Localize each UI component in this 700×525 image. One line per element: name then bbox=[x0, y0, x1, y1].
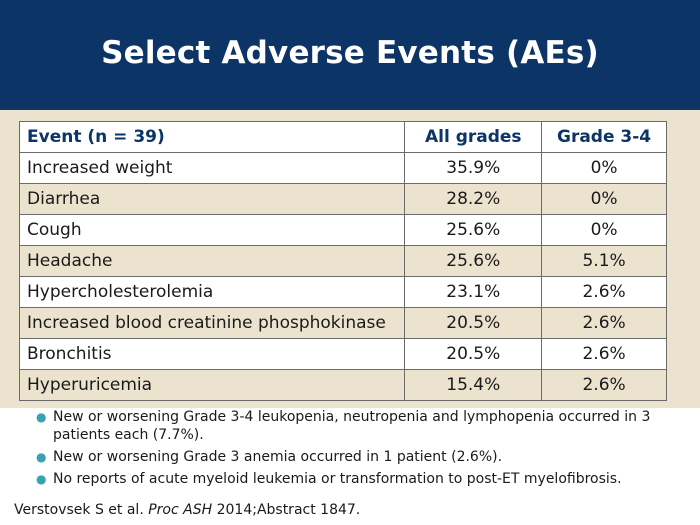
grade-3-4-cell: 0% bbox=[542, 215, 667, 246]
event-cell: Hyperuricemia bbox=[20, 370, 405, 401]
event-cell: Diarrhea bbox=[20, 184, 405, 215]
bullet-icon: ● bbox=[36, 410, 47, 424]
table-row bbox=[20, 339, 667, 370]
header-event: Event (n = 39) bbox=[20, 122, 405, 153]
grade-3-4-cell: 2.6% bbox=[542, 339, 667, 370]
header-grade-3-4: Grade 3-4 bbox=[542, 122, 667, 153]
event-cell: Bronchitis bbox=[20, 339, 405, 370]
event-cell: Increased weight bbox=[20, 153, 405, 184]
table-row bbox=[20, 277, 667, 308]
header-all-grades: All grades bbox=[405, 122, 542, 153]
event-cell: Cough bbox=[20, 215, 405, 246]
list-item bbox=[36, 448, 676, 466]
note-text: No reports of acute myeloid leukemia or transformation to post-ET myelofibrosis. bbox=[53, 471, 622, 487]
table-row bbox=[20, 184, 667, 215]
all-grades-cell: 15.4% bbox=[405, 370, 542, 401]
list-item bbox=[36, 470, 676, 488]
citation bbox=[14, 502, 360, 518]
all-grades-cell: 25.6% bbox=[405, 215, 542, 246]
notes-list bbox=[36, 408, 676, 492]
adverse-events-table bbox=[19, 121, 667, 401]
grade-3-4-cell: 0% bbox=[542, 184, 667, 215]
all-grades-cell: 25.6% bbox=[405, 246, 542, 277]
all-grades-cell: 20.5% bbox=[405, 308, 542, 339]
table-header-row bbox=[20, 122, 667, 153]
table-row bbox=[20, 215, 667, 246]
title-bar bbox=[0, 0, 700, 110]
all-grades-cell: 28.2% bbox=[405, 184, 542, 215]
list-item bbox=[36, 408, 676, 444]
citation-authors: Verstovsek S et al. bbox=[14, 502, 144, 518]
event-cell: Headache bbox=[20, 246, 405, 277]
grade-3-4-cell: 0% bbox=[542, 153, 667, 184]
all-grades-cell: 35.9% bbox=[405, 153, 542, 184]
table-row bbox=[20, 246, 667, 277]
grade-3-4-cell: 2.6% bbox=[542, 308, 667, 339]
bullet-icon: ● bbox=[36, 472, 47, 486]
event-cell: Hypercholesterolemia bbox=[20, 277, 405, 308]
all-grades-cell: 23.1% bbox=[405, 277, 542, 308]
table-row bbox=[20, 153, 667, 184]
all-grades-cell: 20.5% bbox=[405, 339, 542, 370]
grade-3-4-cell: 5.1% bbox=[542, 246, 667, 277]
grade-3-4-cell: 2.6% bbox=[542, 370, 667, 401]
event-cell: Increased blood creatinine phosphokinase bbox=[20, 308, 405, 339]
bullet-icon: ● bbox=[36, 450, 47, 464]
grade-3-4-cell: 2.6% bbox=[542, 277, 667, 308]
table-row bbox=[20, 308, 667, 339]
slide-title: Select Adverse Events (AEs) bbox=[101, 35, 599, 71]
table-row bbox=[20, 370, 667, 401]
note-text: New or worsening Grade 3-4 leukopenia, neutropenia and lymphopenia occurred in 3 patients each (7.7%). bbox=[53, 409, 651, 443]
citation-details: 2014;Abstract 1847. bbox=[216, 502, 361, 518]
citation-journal: Proc ASH bbox=[148, 502, 213, 518]
note-text: New or worsening Grade 3 anemia occurred in 1 patient (2.6%). bbox=[53, 449, 503, 465]
